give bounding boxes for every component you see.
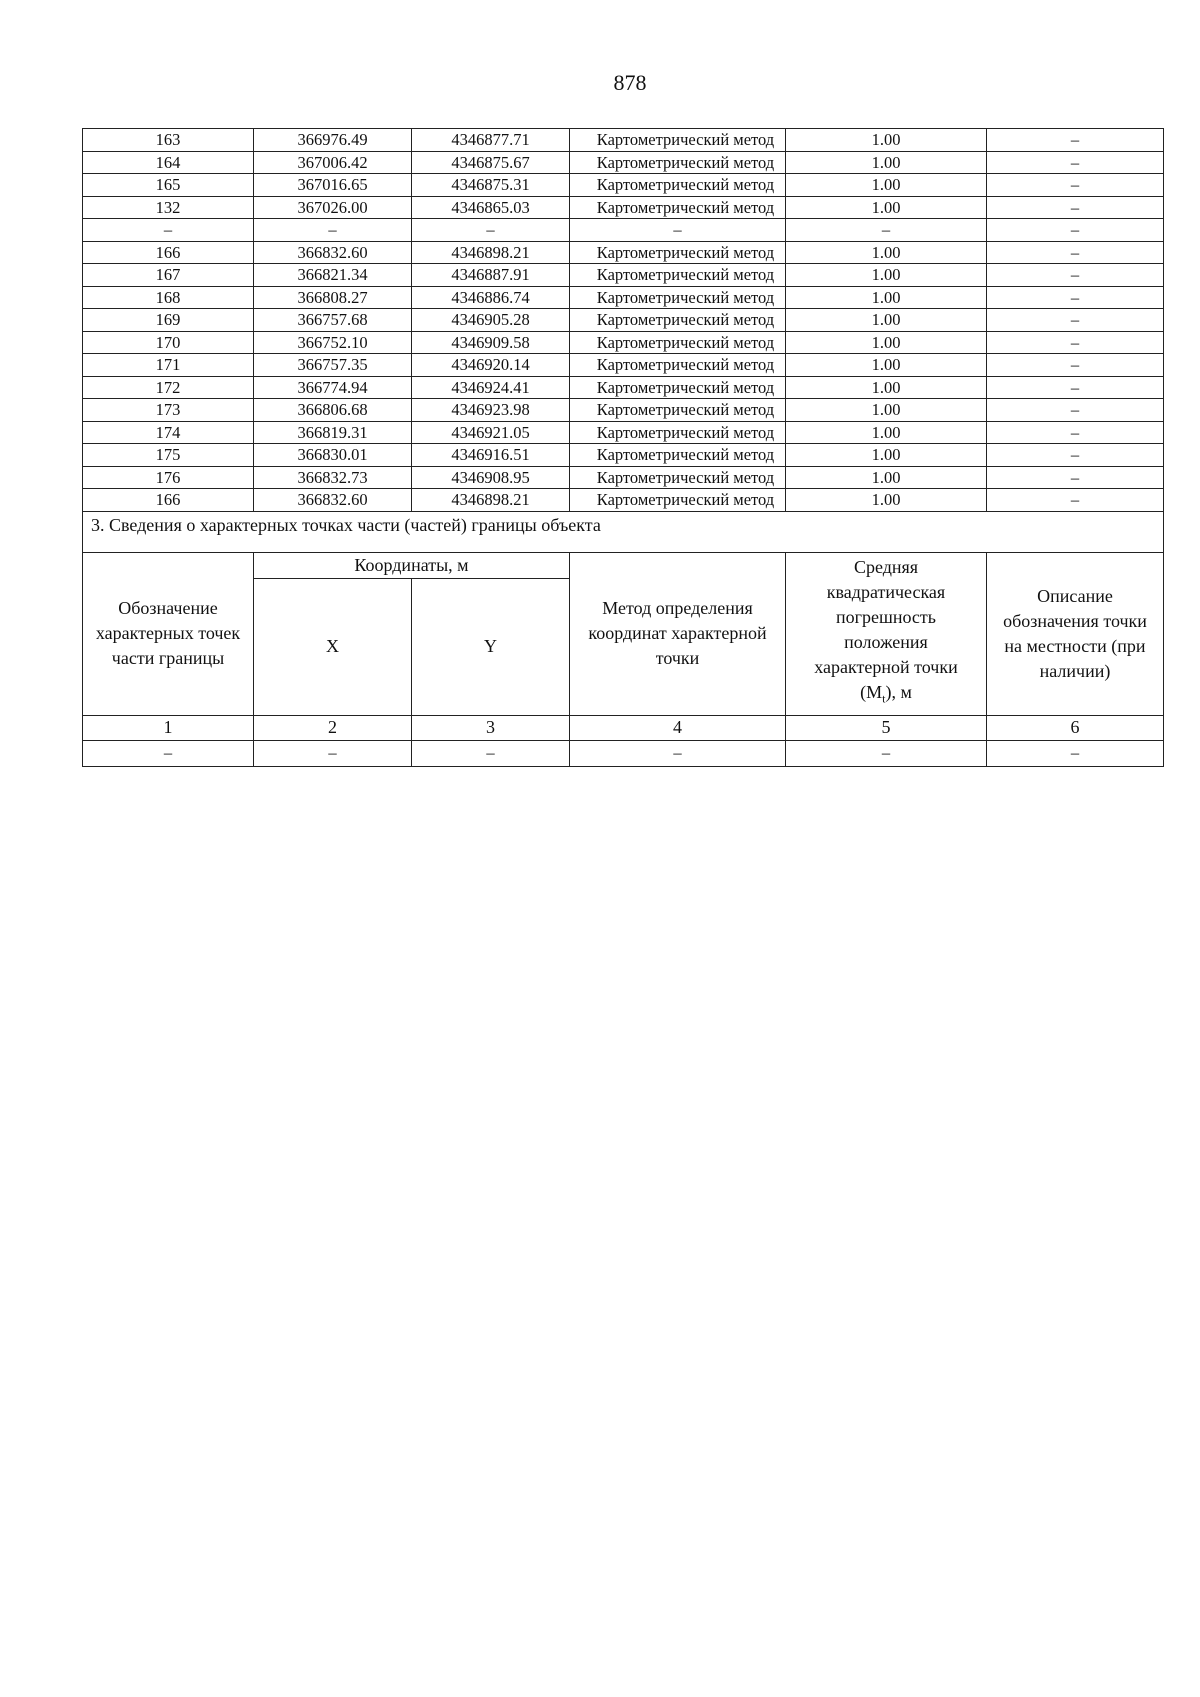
error-cell: 1.00 (786, 264, 987, 287)
table-row (83, 354, 1164, 377)
description-cell: – (987, 219, 1164, 242)
y-coordinate-cell: 4346920.14 (412, 354, 570, 377)
method-cell: Картометрический метод (570, 286, 786, 309)
empty-cell: – (786, 740, 987, 766)
x-coordinate-cell: 366832.73 (254, 466, 412, 489)
method-cell: Картометрический метод (570, 309, 786, 332)
method-cell: Картометрический метод (570, 399, 786, 422)
x-coordinate-cell: 366821.34 (254, 264, 412, 287)
error-cell: – (786, 219, 987, 242)
x-coordinate-cell: – (254, 219, 412, 242)
table-row (83, 174, 1164, 197)
point-number-cell: 168 (83, 286, 254, 309)
error-cell: 1.00 (786, 399, 987, 422)
point-number-cell: 132 (83, 196, 254, 219)
x-coordinate-cell: 367016.65 (254, 174, 412, 197)
y-coordinate-cell: – (412, 219, 570, 242)
y-coordinate-cell: 4346908.95 (412, 466, 570, 489)
empty-cell: – (412, 740, 570, 766)
y-coordinate-cell: 4346921.05 (412, 421, 570, 444)
empty-data-row (83, 740, 1164, 766)
description-cell: – (987, 151, 1164, 174)
error-cell: 1.00 (786, 376, 987, 399)
table-row (83, 466, 1164, 489)
x-coordinate-cell: 366830.01 (254, 444, 412, 467)
y-coordinate-cell: 4346924.41 (412, 376, 570, 399)
method-cell: Картометрический метод (570, 421, 786, 444)
header-error (786, 552, 987, 715)
x-coordinate-cell: 366752.10 (254, 331, 412, 354)
description-cell: – (987, 421, 1164, 444)
table-row (83, 286, 1164, 309)
x-coordinate-cell: 367006.42 (254, 151, 412, 174)
x-coordinate-cell: 366774.94 (254, 376, 412, 399)
method-cell: Картометрический метод (570, 466, 786, 489)
coordinates-table (82, 128, 1164, 767)
table-row (83, 399, 1164, 422)
description-cell: – (987, 129, 1164, 152)
method-cell: Картометрический метод (570, 129, 786, 152)
header-error-sub: t (882, 691, 886, 706)
table-row (83, 264, 1164, 287)
empty-cell: – (254, 740, 412, 766)
table-row (83, 331, 1164, 354)
point-number-cell: 174 (83, 421, 254, 444)
error-cell: 1.00 (786, 286, 987, 309)
y-coordinate-cell: 4346898.21 (412, 489, 570, 512)
error-cell: 1.00 (786, 421, 987, 444)
y-coordinate-cell: 4346898.21 (412, 241, 570, 264)
y-coordinate-cell: 4346886.74 (412, 286, 570, 309)
method-cell: Картометрический метод (570, 354, 786, 377)
y-coordinate-cell: 4346875.31 (412, 174, 570, 197)
error-cell: 1.00 (786, 174, 987, 197)
method-cell: Картометрический метод (570, 376, 786, 399)
table-row (83, 489, 1164, 512)
description-cell: – (987, 376, 1164, 399)
error-cell: 1.00 (786, 151, 987, 174)
error-cell: 1.00 (786, 241, 987, 264)
description-cell: – (987, 241, 1164, 264)
table-row (83, 309, 1164, 332)
table-row (83, 196, 1164, 219)
description-cell: – (987, 354, 1164, 377)
point-number-cell: 166 (83, 489, 254, 512)
method-cell: – (570, 219, 786, 242)
header-designation: Обозначение характерных точек части границы (83, 552, 254, 715)
header-description: Описание обозначения точки на местности (при наличии) (987, 552, 1164, 715)
error-cell: 1.00 (786, 354, 987, 377)
error-cell: 1.00 (786, 196, 987, 219)
x-coordinate-cell: 366832.60 (254, 489, 412, 512)
point-number-cell: 169 (83, 309, 254, 332)
point-number-cell: 172 (83, 376, 254, 399)
method-cell: Картометрический метод (570, 151, 786, 174)
x-coordinate-cell: 367026.00 (254, 196, 412, 219)
error-cell: 1.00 (786, 129, 987, 152)
y-coordinate-cell: 4346916.51 (412, 444, 570, 467)
point-number-cell: 167 (83, 264, 254, 287)
header-error-text: Средняя квадратическая погрешность положения характерной точки (M (814, 557, 958, 703)
error-cell: 1.00 (786, 444, 987, 467)
x-coordinate-cell: 366808.27 (254, 286, 412, 309)
empty-cell: – (987, 740, 1164, 766)
y-coordinate-cell: 4346923.98 (412, 399, 570, 422)
empty-cell: – (83, 740, 254, 766)
header-x: X (254, 578, 412, 715)
point-number-cell: – (83, 219, 254, 242)
header-coordinates: Координаты, м (254, 552, 570, 578)
method-cell: Картометрический метод (570, 489, 786, 512)
column-number: 4 (570, 715, 786, 740)
column-number-row (83, 715, 1164, 740)
header-row-1 (83, 552, 1164, 578)
error-cell: 1.00 (786, 331, 987, 354)
description-cell: – (987, 489, 1164, 512)
header-method: Метод определения координат характерной точки (570, 552, 786, 715)
description-cell: – (987, 399, 1164, 422)
method-cell: Картометрический метод (570, 331, 786, 354)
table-row (83, 151, 1164, 174)
method-cell: Картометрический метод (570, 264, 786, 287)
description-cell: – (987, 466, 1164, 489)
column-number: 1 (83, 715, 254, 740)
point-number-cell: 163 (83, 129, 254, 152)
x-coordinate-cell: 366976.49 (254, 129, 412, 152)
column-number: 2 (254, 715, 412, 740)
column-number: 3 (412, 715, 570, 740)
section-title: 3. Сведения о характерных точках части (частей) границы объекта (83, 511, 1164, 552)
column-number: 6 (987, 715, 1164, 740)
column-number: 5 (786, 715, 987, 740)
method-cell: Картометрический метод (570, 241, 786, 264)
table-row (83, 219, 1164, 242)
x-coordinate-cell: 366832.60 (254, 241, 412, 264)
table-row (83, 421, 1164, 444)
point-number-cell: 176 (83, 466, 254, 489)
error-cell: 1.00 (786, 489, 987, 512)
table-row (83, 241, 1164, 264)
page-number: 878 (613, 70, 647, 95)
y-coordinate-cell: 4346909.58 (412, 331, 570, 354)
x-coordinate-cell: 366757.35 (254, 354, 412, 377)
x-coordinate-cell: 366819.31 (254, 421, 412, 444)
description-cell: – (987, 264, 1164, 287)
error-cell: 1.00 (786, 309, 987, 332)
point-number-cell: 173 (83, 399, 254, 422)
x-coordinate-cell: 366757.68 (254, 309, 412, 332)
description-cell: – (987, 196, 1164, 219)
y-coordinate-cell: 4346905.28 (412, 309, 570, 332)
empty-cell: – (570, 740, 786, 766)
method-cell: Картометрический метод (570, 444, 786, 467)
y-coordinate-cell: 4346865.03 (412, 196, 570, 219)
header-error-tail: ), м (885, 682, 912, 703)
description-cell: – (987, 286, 1164, 309)
point-number-cell: 166 (83, 241, 254, 264)
point-number-cell: 175 (83, 444, 254, 467)
point-number-cell: 164 (83, 151, 254, 174)
method-cell: Картометрический метод (570, 174, 786, 197)
y-coordinate-cell: 4346887.91 (412, 264, 570, 287)
error-cell: 1.00 (786, 466, 987, 489)
table-row (83, 376, 1164, 399)
section-title-row (83, 511, 1164, 552)
description-cell: – (987, 309, 1164, 332)
method-cell: Картометрический метод (570, 196, 786, 219)
y-coordinate-cell: 4346877.71 (412, 129, 570, 152)
table-row (83, 129, 1164, 152)
description-cell: – (987, 331, 1164, 354)
table-row (83, 444, 1164, 467)
point-number-cell: 165 (83, 174, 254, 197)
x-coordinate-cell: 366806.68 (254, 399, 412, 422)
y-coordinate-cell: 4346875.67 (412, 151, 570, 174)
description-cell: – (987, 444, 1164, 467)
header-y: Y (412, 578, 570, 715)
point-rows (83, 129, 1164, 512)
point-number-cell: 171 (83, 354, 254, 377)
description-cell: – (987, 174, 1164, 197)
point-number-cell: 170 (83, 331, 254, 354)
